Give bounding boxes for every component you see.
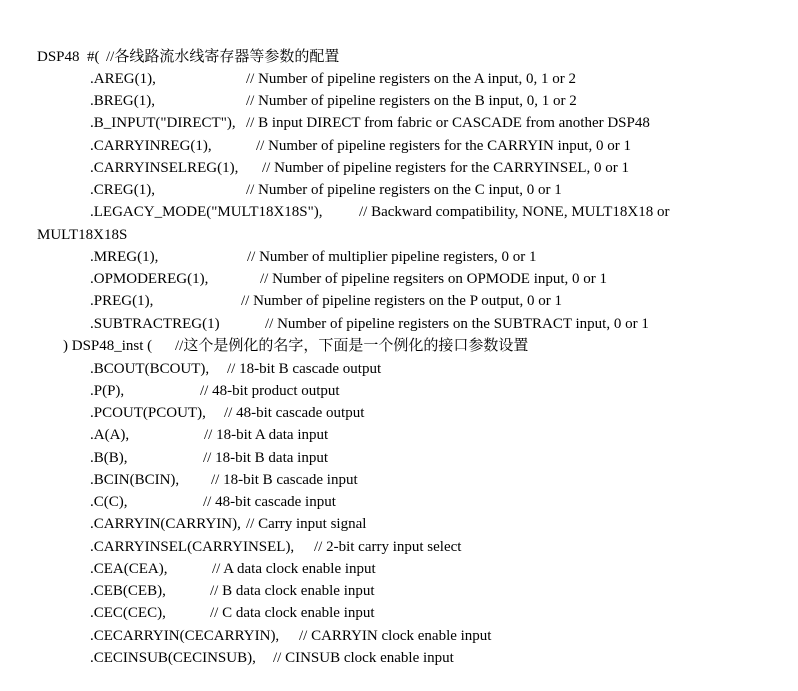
param-name: .PREG(1), (90, 293, 154, 309)
param-line (75, 224, 537, 265)
port-comment: // A data clock enable input (212, 561, 376, 577)
port-name: .CEB(CEB), (90, 583, 166, 599)
port-comment: // 18-bit A data input (204, 427, 329, 443)
param-name: .B_INPUT("DIRECT"), (90, 115, 236, 131)
param-name: .MREG(1), (90, 249, 159, 265)
param-name: .AREG(1), (90, 71, 156, 87)
param-wrap-text: MULT18X18S (37, 227, 128, 243)
port-comment: // CINSUB clock enable input (273, 650, 454, 666)
port-name: .B(B), (90, 450, 128, 466)
param-name: .OPMODEREG(1), (90, 271, 209, 287)
param-comment: // Number of pipeline registers on the A input, 0, 1 or 2 (246, 71, 576, 87)
module-decl: DSP48 #( (37, 49, 100, 65)
port-name: .CARRYINSEL(CARRYINSEL), (90, 539, 295, 555)
param-comment: // Backward compatibility, NONE, MULT18X18 or (359, 204, 670, 220)
port-comment: // 48-bit cascade input (203, 494, 336, 510)
port-comment: // 18-bit B cascade input (211, 472, 358, 488)
param-comment: // Number of pipeline registers on the SUBTRACT input, 0 or 1 (265, 316, 649, 332)
port-name: .BCOUT(BCOUT), (90, 361, 210, 377)
instance-decl: ) DSP48_inst ( (63, 338, 153, 354)
port-comment: // C data clock enable input (210, 605, 375, 621)
port-name: .CEA(CEA), (90, 561, 168, 577)
param-wrap-line (22, 202, 128, 243)
instance-comment: //这个是例化的名字，下面是一个例化的接口参数设置 (175, 338, 529, 354)
port-comment: // B data clock enable input (210, 583, 375, 599)
port-name: .CEC(CEC), (90, 605, 166, 621)
port-comment: // CARRYIN clock enable input (299, 628, 492, 644)
param-name: .BREG(1), (90, 93, 155, 109)
module-header (22, 24, 340, 65)
param-name: .CREG(1), (90, 182, 155, 198)
param-comment: // Number of pipeline registers for the CARRYIN input, 0 or 1 (256, 138, 631, 154)
param-comment: // Number of pipeline registers on the B input, 0, 1 or 2 (246, 93, 577, 109)
param-name: .SUBTRACTREG(1) (90, 316, 220, 332)
port-name: .C(C), (90, 494, 128, 510)
port-comment: // 48-bit cascade output (224, 405, 365, 421)
port-comment: // Carry input signal (246, 516, 367, 532)
port-comment: // 18-bit B cascade output (227, 361, 382, 377)
port-name: .A(A), (90, 427, 130, 443)
module-comment: //各线路流水线寄存器等参数的配置 (106, 49, 340, 65)
port-comment: // 2-bit carry input select (314, 539, 462, 555)
port-name: .BCIN(BCIN), (90, 472, 180, 488)
param-comment: // Number of pipeline registers on the C input, 0 or 1 (246, 182, 562, 198)
param-comment: // Number of pipeline regsiters on OPMODE input, 0 or 1 (260, 271, 608, 287)
param-comment: // Number of pipeline registers on the P output, 0 or 1 (241, 293, 563, 309)
port-comment: // 48-bit product output (200, 383, 340, 399)
param-comment: // Number of pipeline registers for the CARRYINSEL, 0 or 1 (262, 160, 630, 176)
port-comment: // 18-bit B data input (203, 450, 328, 466)
port-name: .PCOUT(PCOUT), (90, 405, 206, 421)
param-name: .LEGACY_MODE("MULT18X18S"), (90, 204, 323, 220)
port-name: .CARRYIN(CARRYIN), (90, 516, 241, 532)
param-comment: // Number of multiplier pipeline registers, 0 or 1 (247, 249, 537, 265)
port-name: .CECINSUB(CECINSUB), (90, 650, 256, 666)
port-name: .CECARRYIN(CECARRYIN), (90, 628, 280, 644)
param-name: .CARRYINSELREG(1), (90, 160, 239, 176)
param-name: .CARRYINREG(1), (90, 138, 212, 154)
port-name: .P(P), (90, 383, 125, 399)
param-comment: // B input DIRECT from fabric or CASCADE from another DSP48 (246, 115, 650, 131)
